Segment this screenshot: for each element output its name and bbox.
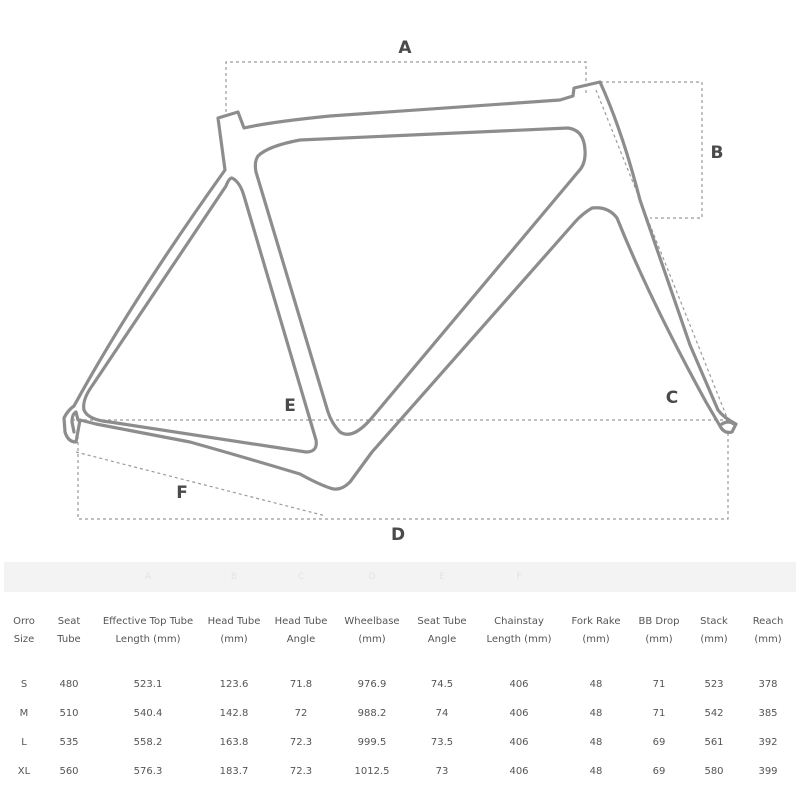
table-cell: 71.8 [289,678,313,690]
dimension-a-guide [226,62,586,112]
table-cell: 523 [704,678,724,690]
column-header: BB Drop (mm) [638,616,680,645]
dimension-label-b: B [710,143,724,163]
column-header: Orro Size [13,616,35,645]
table-header-row [4,592,796,670]
column-header: Effective Top Tube Length (mm) [102,616,194,645]
table-cell: 392 [758,736,778,748]
dimension-label-e: E [284,396,296,416]
column-header: Head Tube (mm) [207,616,261,645]
table-cell: S [20,678,28,690]
table-cell: 540.4 [133,707,163,719]
column-header: Head Tube Angle [274,616,328,645]
table-letter-row [4,562,796,592]
table-cell: 72 [294,707,308,719]
table-cell: 69 [652,765,666,777]
table-cell: 988.2 [357,707,387,719]
letter-cell [4,562,44,592]
letter-cell: B [202,562,266,592]
table-cell: 48 [589,678,603,690]
dimension-label-d: D [390,525,406,545]
table-cell: 378 [758,678,778,690]
table-cell: 71 [652,678,666,690]
letter-cell [688,562,740,592]
table-cell: 542 [704,707,724,719]
geometry-table [4,562,796,786]
letter-cell [630,562,688,592]
table-cell: 123.6 [219,678,249,690]
table-cell: 74 [435,707,449,719]
column-header: Chainstay Length (mm) [486,616,552,645]
table-cell: 69 [652,736,666,748]
table-cell: 1012.5 [354,765,390,777]
table-cell: 48 [589,736,603,748]
table-cell: 142.8 [219,707,249,719]
table-cell: 580 [704,765,724,777]
table-cell: 480 [59,678,79,690]
table-cell: 406 [509,707,529,719]
dimension-b-guide [600,82,702,218]
table-cell: 72.3 [289,765,313,777]
table-cell: 560 [59,765,79,777]
letter-cell: F [476,562,562,592]
table-row [4,728,796,757]
table-cell: 976.9 [357,678,387,690]
rear-triangle-window [84,178,317,452]
table-cell: L [21,736,27,748]
fork-dropout [722,422,734,424]
dimension-d-guide [78,430,728,519]
table-cell: 48 [589,707,603,719]
dimension-f-guide [76,452,326,516]
dimension-c-guide [596,90,728,420]
column-header: Reach (mm) [752,616,784,645]
table-cell: 510 [59,707,79,719]
table-cell: 406 [509,736,529,748]
letter-cell [740,562,796,592]
frame-outer-outline [64,82,736,489]
table-cell: 523.1 [133,678,163,690]
table-cell: 163.8 [219,736,249,748]
dimension-lines [72,62,728,519]
table-cell: 74.5 [430,678,454,690]
table-cell: XL [17,765,31,777]
table-cell: 576.3 [133,765,163,777]
letter-cell [562,562,630,592]
table-cell: 406 [509,765,529,777]
letter-cell: E [408,562,476,592]
column-header: Wheelbase (mm) [344,616,400,645]
table-cell: 535 [59,736,79,748]
table-cell: 561 [704,736,724,748]
table-row [4,670,796,699]
table-cell: 406 [509,678,529,690]
table-cell: 183.7 [219,765,249,777]
dimension-label-c: C [665,388,679,408]
main-triangle-window [255,128,585,434]
column-header: Seat Tube [57,616,81,645]
dimension-label-f: F [176,483,188,503]
table-cell: 73 [435,765,449,777]
column-header: Seat Tube Angle [417,616,467,645]
table-cell: 73.5 [430,736,454,748]
table-cell: 999.5 [357,736,387,748]
table-cell: 558.2 [133,736,163,748]
table-cell: 385 [758,707,778,719]
table-cell: M [19,707,29,719]
letter-cell: A [94,562,202,592]
table-cell: 71 [652,707,666,719]
letter-cell: C [266,562,336,592]
table-cell: 399 [758,765,778,777]
table-cell: 72.3 [289,736,313,748]
column-header: Fork Rake (mm) [571,616,621,645]
table-row [4,699,796,728]
table-row [4,757,796,786]
dimension-label-a: A [398,38,412,58]
letter-cell [44,562,94,592]
table-cell: 48 [589,765,603,777]
column-header: Stack (mm) [700,616,728,645]
bike-frame [64,82,736,489]
letter-cell: D [336,562,408,592]
